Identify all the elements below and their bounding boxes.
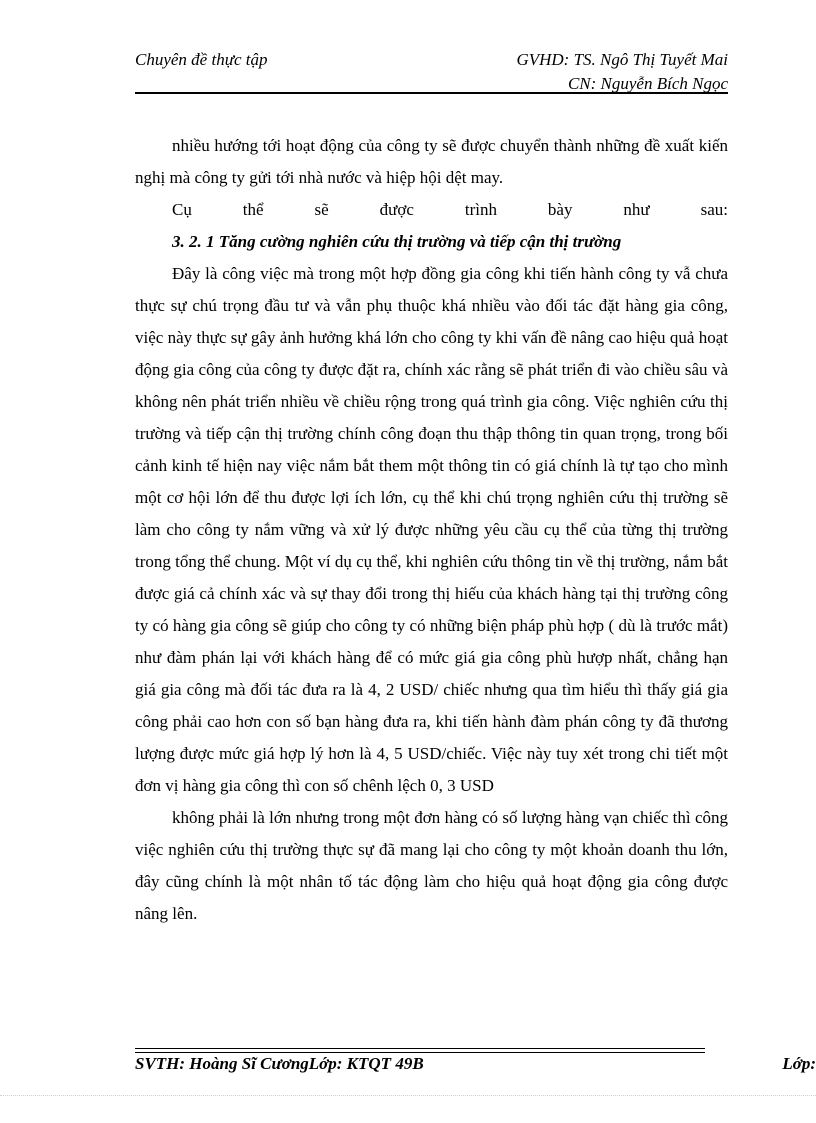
page-body	[135, 130, 728, 930]
footer-author: SVTH: Hoàng Sĩ CươngLớp: KTQT 49B	[135, 1054, 424, 1073]
intro-word: sau:	[700, 200, 728, 219]
intro-word: Cụ	[172, 200, 192, 219]
paragraph-continued: nhiều hướng tới hoạt động của công ty sẽ được chuyển thành những đề xuất kiến nghị mà công ty gửi tới nhà nước và hiệp hội dệt may.	[135, 136, 728, 187]
paragraph-closing: không phải là lớn nhưng trong một đơn hàng có số lượng hàng vạn chiếc thì công việc nghiên cứu thị trường thực sự đã mang lại cho công ty một khoản doanh thu lớn, đây cũng chính là một nhân tố tác động làm cho hiệu quả hoạt động gia công được nâng lên.	[135, 808, 728, 923]
intro-word: được	[379, 200, 414, 219]
paragraph-main: Đây là công việc mà trong một hợp đồng gia công khi tiến hành công ty vẫ chưa thực sự chú trọng đầu tư và vẫn phụ thuộc khá nhiều vào đối tác đặt hàng gia công, việc này thực sự gây ảnh hưởng khá lớn cho công ty khi vấn đề nâng cao hiệu quả hoạt động gia công của công ty được đặt ra, chính xác rằng sẽ phát triển đi vào chiều sâu và không nên phát triển nhiều về chiều rộng trong quá trình gia công. Việc nghiên cứu thị trường và tiếp cận thị trường chính công đoạn thu thập thông tin quan trọng, trong bối cảnh kinh tế hiện nay việc nắm bắt them một thông tin có giá chính là tự tạo cho mình một cơ hội lớn để thu được lợi ích lớn, cụ thể khi chú trọng nghiên cứu thị trường sẽ làm cho công ty nắm vững và xử lý được những yêu cầu cụ thể của từng thị trường trong tổng thể chung. Một ví dụ cụ thể, khi nghiên cứu thông tin về thị trường, nắm bắt được giá cả chính xác và sự thay đổi trong thị hiếu của khách hàng tại thị trường công ty có hàng gia công sẽ giúp cho công ty có những biện pháp phù hợp ( dù là trước mắt) như đàm phán lại với khách hàng để có mức giá gia công phù hượp nhất, chẳng hạn giá gia công mà đối tác đưa ra là 4, 2 USD/ chiếc nhưng qua tìm hiểu thì thấy giá gia công phải cao hơn con số bạn hàng đưa ra, khi tiến hành đàm phán công ty đã thương lượng được mức giá hợp lý hơn là 4, 5 USD/chiếc. Việc này tuy xét trong chi tiết một đơn vị hàng gia công thì con số chênh lệch 0, 3 USD	[135, 264, 728, 795]
intro-word: sẽ	[314, 200, 329, 219]
intro-word: trình	[464, 200, 497, 219]
header-left: Chuyên đề thực tập	[135, 50, 268, 69]
footer-class-label: Lớp:	[782, 1054, 816, 1073]
header-coadvisor: CN: Nguyễn Bích Ngọc	[567, 74, 728, 93]
intro-word: như	[623, 200, 650, 219]
intro-word: thể	[242, 200, 264, 219]
page-edge-dots	[0, 1095, 816, 1096]
footer-rule	[135, 1048, 705, 1053]
section-heading: 3. 2. 1 Tăng cường nghiên cứu thị trường và tiếp cận thị trường	[172, 232, 622, 251]
intro-word: bày	[547, 200, 573, 219]
header-right	[516, 48, 728, 96]
header-advisor: GVHD: TS. Ngô Thị Tuyết Mai	[516, 50, 728, 69]
header-rule	[135, 92, 728, 94]
paragraph-intro-spread	[135, 194, 728, 226]
